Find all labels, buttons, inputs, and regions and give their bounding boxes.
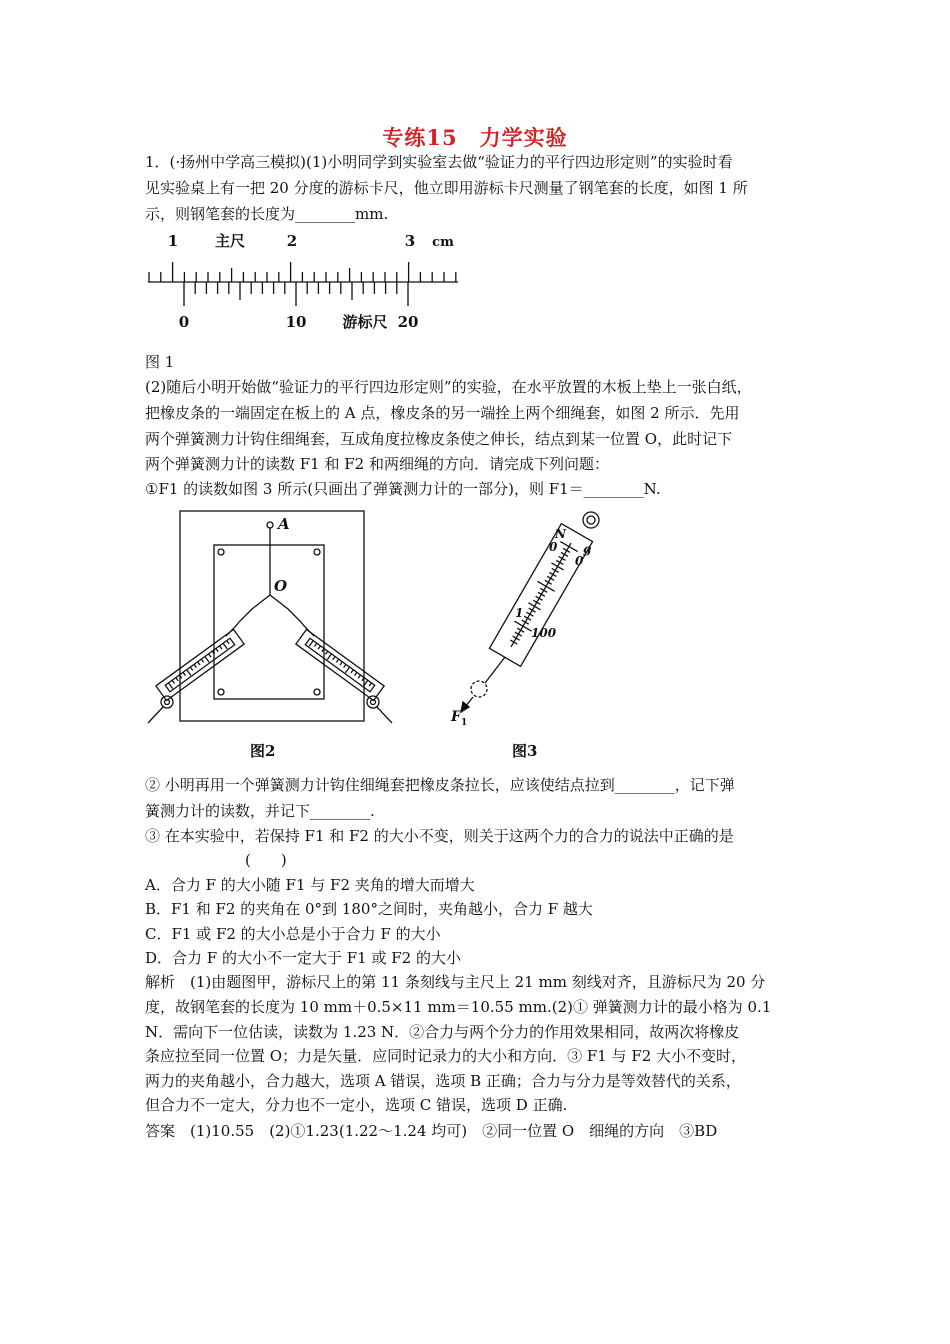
answer-line: 答案 (1)10.55 (2)①1.23(1.22～1.24 均可) ②同一位置 O 细绳的方向 ③BD <box>145 1122 718 1140</box>
dial-tick-right <box>548 582 551 584</box>
vernier-label-20: 20 <box>397 313 419 331</box>
vernier-label-10: 10 <box>285 313 307 331</box>
tick-label-0-left: 0 <box>549 540 558 554</box>
spring-scale-tick <box>209 654 211 657</box>
spring-scale-tick <box>315 643 317 646</box>
dial-tick-left <box>563 548 566 550</box>
left-spring-scale <box>156 630 244 701</box>
spring-scale-tick <box>351 670 353 673</box>
pin <box>314 549 320 555</box>
dial-tick-right <box>558 566 564 570</box>
dial-tick-right <box>567 550 570 552</box>
dial-tick-left <box>556 560 559 562</box>
dial-tick-right <box>518 634 521 636</box>
dial-tick-left <box>537 581 546 586</box>
main-label-title: 主尺 <box>214 232 246 250</box>
dial-tick-right <box>514 642 517 644</box>
white-paper <box>214 545 324 699</box>
dial-tick-right <box>544 590 547 592</box>
option-a: A．合力 F 的大小随 F1 与 F2 夹角的增大而增大 <box>145 876 475 894</box>
right-pull-line <box>377 707 392 723</box>
option-c: C．F1 或 F2 的大小总是小于合力 F 的大小 <box>145 925 441 943</box>
left-scale-ring <box>161 696 173 708</box>
spring-scale-tick <box>336 659 338 662</box>
left-pull-line <box>148 707 163 723</box>
dial-tick-left <box>538 592 541 594</box>
spring-scale-tick <box>169 683 173 689</box>
spring-scale-tick <box>198 662 200 665</box>
pin <box>218 689 224 695</box>
figure-3-spring-scale <box>445 505 605 730</box>
dial-tick-left <box>551 563 557 567</box>
dial-tick-left <box>514 621 523 626</box>
label-g: g <box>583 542 592 556</box>
spring-scale-tick <box>333 656 335 659</box>
q2-line-5: ①F1 的读数如图 3 所示(只画出了弹簧测力计的一部分)，则 F1＝________N. <box>145 480 661 498</box>
dial-tick-left <box>549 572 552 574</box>
tick-label-100: 100 <box>531 626 557 640</box>
dial-tick-right <box>530 614 533 616</box>
dial-tick-left <box>560 542 569 547</box>
scale-hook-rod <box>485 657 505 683</box>
dial-tick-left <box>528 603 534 607</box>
dial-tick-left <box>526 612 529 614</box>
vernier-label-0: 0 <box>178 313 190 331</box>
page-title: 专练15 力学实验 <box>382 125 568 150</box>
q1-line-2: 见实验桌上有一把 20 分度的游标卡尺，他立即用游标卡尺测量了钢笔套的长度，如图 1 所 <box>145 179 748 197</box>
main-label-1: 1 <box>167 232 179 250</box>
vernier-caliper-figure <box>140 226 470 336</box>
dial-tick-right <box>555 570 558 572</box>
dial-tick-right <box>560 562 563 564</box>
q2-line-4: 两个弹簧测力计的读数 F1 和 F2 和两细绳的方向．请完成下列问题： <box>145 455 609 473</box>
analysis-line-6: 但合力不一定大，分力也不一定小，选项 C 错误，选项 D 正确. <box>145 1096 568 1114</box>
right-scale-ring <box>367 696 379 708</box>
q1-line-1: 1．(·扬州中学高三模拟)(1)小明同学到实验室去做“验证力的平行四边形定则”的实验时看 <box>145 153 733 171</box>
main-label-2: 2 <box>286 232 298 250</box>
dial-tick-right <box>553 574 556 576</box>
q2-line-3: 两个弹簧测力计钩住细绳套，互成角度拉橡皮条使之伸长，结点到某一位置 O，此时记下 <box>145 430 733 448</box>
dial-tick-left <box>524 616 527 618</box>
spring-scale-tick <box>346 667 350 673</box>
dial-tick-right <box>564 554 567 556</box>
spring-scale-tick <box>187 670 191 676</box>
right-spring-scale <box>296 630 384 701</box>
dial-tick-left <box>510 640 513 642</box>
dial-tick-right <box>562 558 565 560</box>
pin <box>218 549 224 555</box>
main-scale-ticks <box>149 262 456 282</box>
hook-ring <box>471 681 487 697</box>
analysis-line-3: N．需向下一位估读，读数为 1.23 N．②合力与两个分力的作用效果相同，故两次将橡皮 <box>145 1023 740 1041</box>
dial-tick-right <box>546 586 555 591</box>
analysis-line-4: 条应拉至同一位置 O；力是矢量．应同时记录力的大小和方向．③ F1 与 F2 大小不变时， <box>145 1047 747 1065</box>
dial-tick-left <box>559 556 562 558</box>
label-f: F <box>451 709 461 725</box>
q3-line-3: ③ 在本实验中，若保持 F1 和 F2 的大小不变，则关于这两个力的合力的说法中正确的是 <box>145 827 734 845</box>
option-b: B．F1 和 F2 的夹角在 0°到 180°之间时，夹角越小，合力 F 越大 <box>145 900 593 918</box>
point-a-pin <box>267 522 273 528</box>
scale-top-ring-inner <box>587 516 595 524</box>
scale-body <box>489 524 592 667</box>
dial-tick-left <box>515 632 518 634</box>
dial-tick-left <box>545 580 548 582</box>
dial-tick-left <box>522 620 525 622</box>
option-d: D．合力 F 的大小不一定大于 F1 或 F2 的大小 <box>145 949 461 967</box>
tick-label-1: 1 <box>515 606 524 620</box>
spring-scale-tick <box>355 672 357 675</box>
pin <box>314 689 320 695</box>
dial-tick-right <box>532 610 535 612</box>
answer-blank: ( ) <box>245 851 287 869</box>
dial-tick-left <box>536 596 539 598</box>
spring-scale-tick <box>358 675 360 678</box>
q2-line-1: (2)随后小明开始做“验证力的平行四边形定则”的实验，在水平放置的木板上垫上一张白纸， <box>145 378 752 396</box>
spring-scale-tick <box>223 643 227 649</box>
dial-tick-left <box>552 568 555 570</box>
wooden-board <box>180 511 364 721</box>
tick-label-0-right: 0 <box>575 554 584 568</box>
dial-tick-right <box>569 547 578 552</box>
label-a: A <box>278 515 290 533</box>
spring-scale-tick <box>172 680 174 683</box>
spring-scale-tick <box>369 683 371 686</box>
dial-tick-right <box>535 606 541 610</box>
dial-tick-left <box>561 552 564 554</box>
dial-tick-left <box>533 600 536 602</box>
q3-line-2: 簧测力计的读数，并记下________. <box>145 802 375 820</box>
dial-tick-right <box>516 638 519 640</box>
fig2-caption: 图2 <box>250 742 276 760</box>
dial-tick-left <box>540 588 543 590</box>
label-n: N <box>555 527 566 541</box>
spring-scale-tick <box>201 659 203 662</box>
analysis-line-2: 度，故钢笔套的长度为 10 mm＋0.5×11 mm＝10.55 mm.(2)① 弹簧测力计的最小格为 0.1 <box>145 998 772 1016</box>
dial-tick-right <box>528 618 531 620</box>
main-label-3: 3 <box>404 232 416 250</box>
spring-scale-tick <box>318 646 320 649</box>
q3-line-1: ② 小明再用一个弹簧测力计钩住细绳套把橡皮条拉长，应该使结点拉到________，记下弹 <box>145 776 735 794</box>
spring-scale-tick <box>325 651 327 654</box>
main-label-unit: cm <box>432 235 454 250</box>
dial-tick-left <box>513 636 516 638</box>
dial-tick-left <box>517 628 520 630</box>
spring-scale-tick <box>194 664 196 667</box>
q1-line-3: 示，则钢笔套的长度为________mm. <box>145 205 389 223</box>
q2-line-2: 把橡皮条的一端固定在板上的 A 点，橡皮条的另一端拴上两个细绳套，如图 2 所示．先用 <box>145 404 740 422</box>
spring-scale-tick <box>219 646 221 649</box>
spring-scale-tick <box>327 654 331 660</box>
spring-scale-tick <box>205 656 209 662</box>
fig1-caption: 图 1 <box>145 353 175 371</box>
dial-tick-right <box>537 602 540 604</box>
figure-2-board <box>140 505 405 730</box>
vernier-label-title: 游标尺 <box>342 313 388 331</box>
spring-scale-tick <box>183 672 185 675</box>
scale-top-ring <box>583 512 599 528</box>
spring-scale-tick <box>344 664 346 667</box>
fig3-caption: 图3 <box>512 742 538 760</box>
dial-tick-right <box>539 598 542 600</box>
dial-tick-right <box>541 594 544 596</box>
spring-scale-tick <box>216 649 218 652</box>
dial-tick-left <box>529 608 532 610</box>
dial-tick-right <box>525 622 528 624</box>
analysis-line-1: 解析 (1)由题图甲，游标尺上的第 11 条刻线与主尺上 21 mm 刻线对齐，且游标尺为 20 分 <box>145 973 766 991</box>
spring-scale-tick <box>190 667 192 670</box>
dial-tick-left <box>547 576 550 578</box>
label-o: O <box>274 577 288 595</box>
vernier-scale-ticks <box>184 282 408 306</box>
spring-scale-tick <box>227 641 229 644</box>
spring-scale-tick <box>176 678 178 681</box>
dial-tick-right <box>551 578 554 580</box>
spring-scale-tick <box>309 641 313 647</box>
spring-scale-tick <box>340 662 342 665</box>
label-f-subscript: 1 <box>461 718 468 728</box>
dial-tick-right <box>521 630 524 632</box>
analysis-line-5: 两力的夹角越小，合力越大，选项 A 错误，选项 B 正确；合力与分力是等效替代的关系， <box>145 1072 741 1090</box>
